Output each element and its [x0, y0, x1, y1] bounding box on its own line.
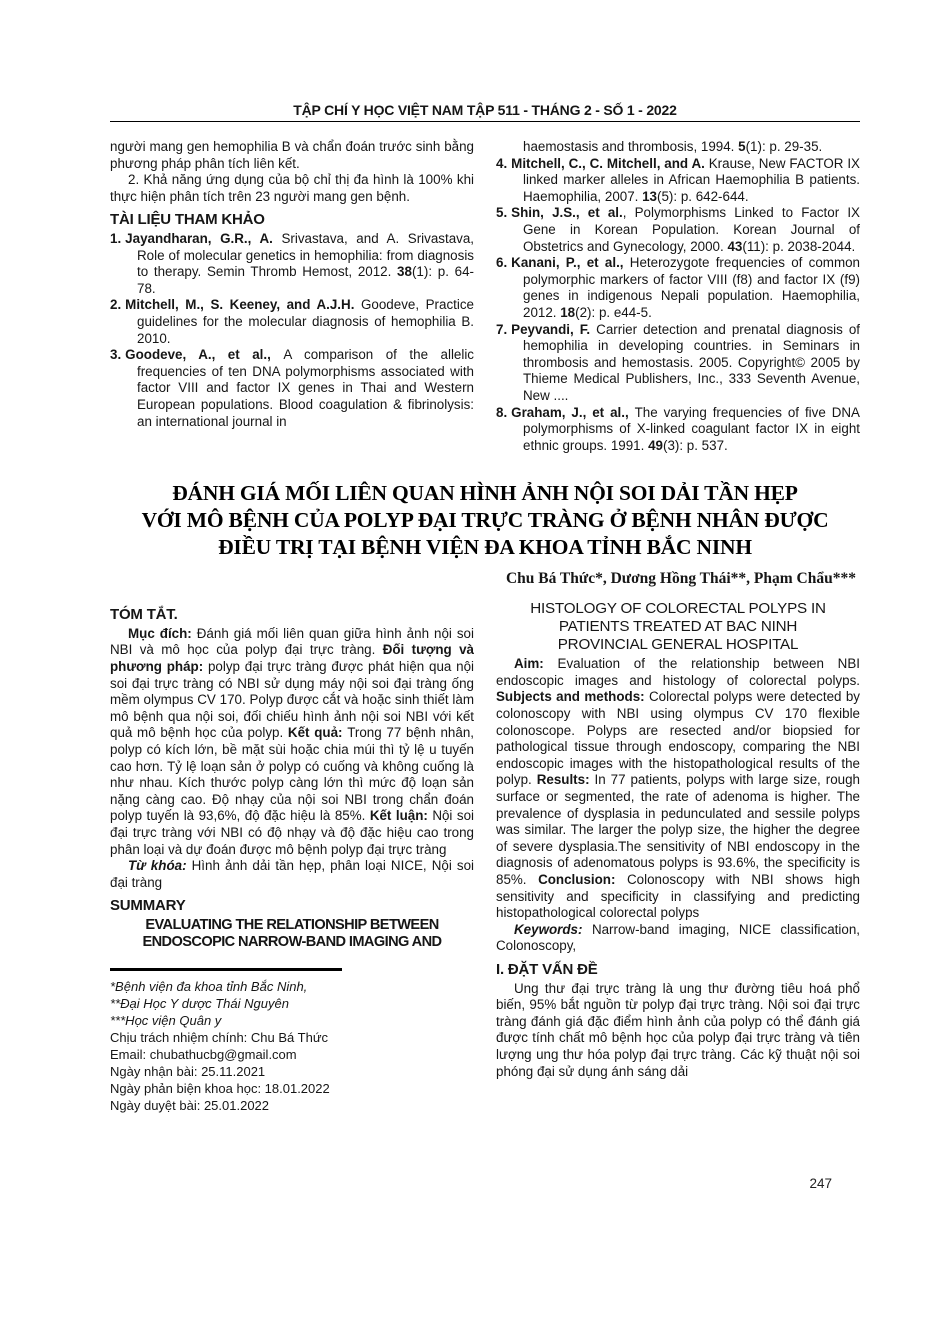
english-title-part1 — [110, 917, 474, 952]
reference-continuation: haemostasis and thrombosis, 1994. 5(1): p. 29-35. — [523, 139, 823, 154]
abstract-left-column — [110, 600, 474, 1114]
accepted-date-line: Ngày duyệt bài: 25.01.2022 — [110, 1097, 270, 1113]
reference-text: Goodeve, A., et al., A comparison of the allelic frequencies of ten DNA polymorphisms associated with factor VIII and factor IX genes in Thai and Western European populations. Blood coagulation & fibrinolysis: an international journal in — [125, 347, 475, 429]
references-heading: TÀI LIỆU THAM KHẢO — [110, 211, 265, 229]
reference-text: Mitchell, M., S. Keeney, and A.J.H. Goodeve, Practice guidelines for the molecular diagnosis of hemophilia B. 2010. — [125, 297, 474, 346]
footnotes-block — [110, 971, 474, 1114]
article-title-line: ĐÁNH GIÁ MỐI LIÊN QUAN HÌNH ẢNH NỘI SOI DẢI TẦN HẸP — [172, 481, 798, 506]
reference-item — [496, 405, 860, 455]
abstract-right-column — [496, 600, 860, 1114]
reference-text: Peyvandi, F. Carrier detection and prenatal diagnosis of hemophilia in developing countries. in Seminars in thrombosis and hemostasis. 2005. Copyright© 2005 by Thieme Medical Publishers, Inc., 333 Seventh Avenue, New .... — [511, 321, 860, 403]
tomtat-heading: TÓM TẮT. — [110, 606, 178, 624]
english-title-line: HISTOLOGY OF COLORECTAL POLYPS IN — [530, 600, 826, 618]
reference-item — [110, 231, 474, 297]
reference-number: 7. — [496, 321, 508, 337]
references-section — [110, 139, 860, 454]
reference-number: 8. — [496, 404, 508, 420]
reference-number: 1. — [110, 230, 122, 246]
received-date-line: Ngày nhận bài: 25.11.2021 — [110, 1063, 266, 1079]
abstract-section — [110, 600, 860, 1114]
references-right-column — [496, 139, 860, 454]
reference-item — [496, 322, 860, 405]
affiliation-line: *Bệnh viện đa khoa tỉnh Bắc Ninh, — [110, 978, 308, 994]
article-title-line: VỚI MÔ BỆNH CỦA POLYP ĐẠI TRỰC TRÀNG Ở BỆNH NHÂN ĐƯỢC — [141, 508, 829, 533]
reference-item — [110, 297, 474, 347]
english-title-line: EVALUATING THE RELATIONSHIP BETWEEN — [145, 916, 439, 933]
reference-item — [496, 255, 860, 321]
references-left-column — [110, 139, 474, 454]
reference-text: Graham, J., et al., The varying frequencies of five DNA polymorphisms of X-linked coagulant factor IX in eight ethnic groups. 1991. 49(3): p. 537. — [511, 404, 860, 453]
reference-text: Mitchell, C., C. Mitchell, and A. Krause, New FACTOR IX linked marker alleles in African Haemophilia B patients. Haemophilia, 2007. 13(5): p. 642-644. — [511, 155, 860, 204]
affiliation-line: ***Học viện Quân y — [110, 1012, 222, 1028]
english-title-line: ENDOSCOPIC NARROW-BAND IMAGING AND — [142, 934, 442, 951]
reference-number: 5. — [496, 205, 508, 221]
reference-number: 6. — [496, 255, 508, 271]
prev-article-paragraph: 2. Khả năng ứng dụng của bộ chỉ thị đa hình là 100% khi thực hiện phân tích trên 23 người mang gen bệnh. — [110, 172, 474, 204]
reference-item — [496, 205, 860, 255]
corresponding-author-line: Chịu trách nhiệm chính: Chu Bá Thức — [110, 1029, 329, 1045]
keywords-en-line: Keywords: Narrow-band imaging, NICE classification, Colonoscopy, — [496, 921, 860, 954]
english-title-part2 — [496, 600, 860, 654]
english-title-line: PROVINCIAL GENERAL HOSPITAL — [557, 636, 799, 654]
reference-text: Jayandharan, G.R., A. Srivastava, and A. Srivastava, Role of molecular genetics in hemophilia: from diagnosis to therapy. Semin Thromb Hemost, 2012. 38(1): p. 64-78. — [125, 230, 475, 296]
email-line: Email: chubathucbg@gmail.com — [110, 1046, 297, 1062]
keywords-vi-line: Từ khóa: Hình ảnh dải tần hẹp, phân loại NICE, Nội soi đại tràng — [110, 858, 474, 890]
abstract-vi-paragraph: Mục đích: Đánh giá mối liên quan giữa hình ảnh nội soi NBI và mô học của polyp đại trực tràng. Đối tượng và phương pháp: polyp đại trực tràng được phát hiện qua nội soi đại trực tràng có NBI sử dụng máy nội soi đại tràng ống mềm olympus CV 170. Polyp được cắt và hoặc sinh thiết làm mô bệnh qua nội soi, đối chiếu hình ảnh nội soi NBI với kết quả mô bệnh học của polyp. Kết quả: Trong 77 bệnh nhân, polyp có kích lớn, bề mặt sùi hoặc chia múi thì tỷ lệ u tuyến cao hơn. Tỷ lệ loạn sản ở polyp có cuống và không cuống là như nhau. Kích thước polyp càng lớn thì mức độ loạn sản nặng càng cao. Độ nhạy của nội soi NBI trong chẩn đoán polyp tuyến là 93,6%, độ đặc hiệu là 85%. Kết luận: Nội soi đại trực tràng với NBI có độ nhạy và độ đặc hiệu cao trong phân loại và dự đoán được mô bệnh polyp đại trực tràng — [110, 625, 475, 857]
english-title-line: PATIENTS TREATED AT BAC NINH — [558, 618, 798, 636]
reference-item — [110, 347, 474, 430]
reference-text: Shin, J.S., et al., Polymorphisms Linked to Factor IX Gene in Korean Population. Korean Journal of Obstetrics and Gynecology, 2000. 43(11): p. 2038-2044. — [511, 205, 860, 254]
reference-number: 3. — [110, 347, 122, 363]
affiliation-line: **Đại Học Y dược Thái Nguyên — [110, 995, 289, 1011]
intro-paragraph: Ung thư đại trực tràng là ung thư đường tiêu hoá phổ biến, 95% bắt nguồn từ polyp đại trực tràng. Nội soi đại trực tràng đánh giá đặc điểm hình ảnh của polyp có thể đánh giá được tính chất mô bệnh học của polyp đại trực tràng và tiên lượng ung thư hóa polyp đại trực tràng. Các kỹ thuật nội soi phóng đại sử dụng ánh sáng dải — [496, 980, 860, 1079]
reference-number: 4. — [496, 155, 508, 171]
abstract-en-paragraph: Aim: Evaluation of the relationship between NBI endoscopic images and histology of colorectal polyps. Subjects and methods: Colorectal polyps were detected by colonoscopy with NBI using olympus CV 170 flexible colonoscope. Polyps are resected and/or biopsied for pathological tissue through endoscopy, comparing the NBI endoscopic images with the histopathological results of the polyp. Results: In 77 patients, polyps with large size, rough surface or segmented, the rate of adenoma is higher. The prevalence of dysplasia in pedunculated and sessile polyps was similar. The larger the polyp size, the higher the degree of severe dysplasia.The sensitivity of NBI endoscopy in the diagnosis of adenomatous polyps is 93.6%, the specificity is 85%. Conclusion: Colonoscopy with NBI shows high sensitivity and specificity in classifying and predicting histopathological colorectal polyps — [496, 656, 861, 921]
journal-header: TẬP CHÍ Y HỌC VIỆT NAM TẬP 511 - THÁNG 2 - SỐ 1 - 2022 — [110, 102, 860, 122]
reference-text: Kanani, P., et al., Heterozygote frequencies of common polymorphic markers of factor VIII (f8) and factor IX (f9) genes in indigenous Nepali population. Haemophilia, 2012. 18(2): p. e44-5. — [511, 255, 860, 320]
reference-number: 2. — [110, 297, 122, 313]
page-number: 247 — [809, 1176, 832, 1191]
reviewed-date-line: Ngày phản biện khoa học: 18.01.2022 — [110, 1080, 330, 1096]
intro-heading: I. ĐẶT VẤN ĐỀ — [496, 960, 598, 978]
summary-heading: SUMMARY — [110, 897, 186, 915]
article-title — [110, 480, 860, 561]
reference-item — [496, 156, 860, 206]
prev-article-paragraph: người mang gen hemophilia B và chẩn đoán trước sinh bằng phương pháp phân tích liên kết. — [110, 139, 474, 171]
article-title-line: ĐIỀU TRỊ TẠI BỆNH VIỆN ĐA KHOA TỈNH BẮC NINH — [218, 535, 752, 560]
authors-line: Chu Bá Thức*, Dương Hồng Thái**, Phạm Chẩu*** — [505, 570, 856, 588]
